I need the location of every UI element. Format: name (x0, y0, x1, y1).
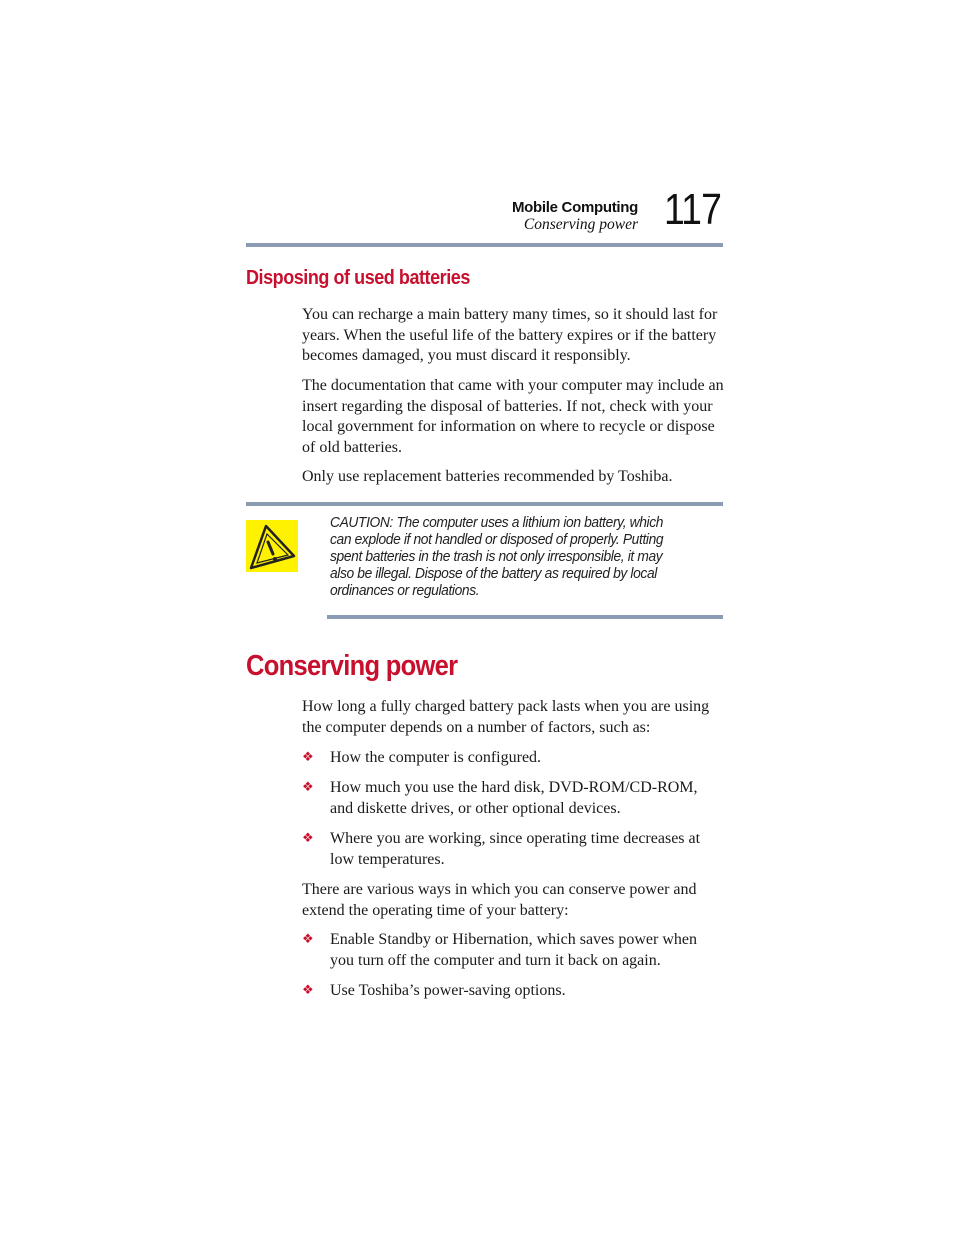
caution-top-rule (246, 502, 723, 506)
list-item (302, 981, 724, 1002)
list-item-text: How much you use the hard disk, DVD-ROM/CD-ROM, and diskette drives, or other optional devices. (330, 779, 698, 817)
diamond-bullet-icon: ❖ (302, 932, 314, 947)
list-item (302, 930, 724, 971)
section-heading-disposing: Disposing of used batteries (246, 267, 470, 289)
header-rule (246, 243, 723, 247)
list-item (302, 748, 724, 769)
list-item (302, 829, 724, 870)
caution-text: CAUTION: The computer uses a lithium ion battery, which can explode if not handled or disposed of properly. Putting spent batteries in the trash is not only irresponsible, it may also be illegal. Dispose of the battery as required by local ordinances or regulations. (330, 514, 664, 599)
page-number: 117 (664, 185, 722, 234)
list-item-text: Use Toshiba’s power-saving options. (330, 982, 566, 999)
running-header-section: Conserving power (523, 216, 638, 233)
list-item (302, 778, 724, 819)
paragraph: How long a fully charged battery pack lasts when you are using the computer depends on a number of factors, such as: (302, 698, 710, 736)
caution-triangle-icon (246, 520, 298, 572)
diamond-bullet-icon: ❖ (302, 780, 314, 795)
diamond-bullet-icon: ❖ (302, 831, 314, 846)
running-header-chapter: Mobile Computing (511, 199, 638, 216)
list-item-text: Where you are working, since operating time decreases at low temperatures. (330, 830, 701, 868)
list-item-text: Enable Standby or Hibernation, which saves power when you turn off the computer and turn it back on again. (330, 931, 698, 969)
diamond-bullet-icon: ❖ (302, 750, 314, 765)
diamond-bullet-icon: ❖ (302, 983, 314, 998)
list-item-text: How the computer is configured. (330, 749, 542, 766)
paragraph: You can recharge a main battery many times, so it should last for years. When the useful life of the battery expires or if the battery becomes damaged, you must discard it responsibly. (302, 306, 718, 364)
caution-bottom-rule (327, 615, 723, 619)
paragraph: There are various ways in which you can conserve power and extend the operating time of your battery: (302, 881, 697, 919)
paragraph: Only use replacement batteries recommended by Toshiba. (302, 468, 673, 485)
section-heading-conserving: Conserving power (246, 650, 458, 682)
paragraph: The documentation that came with your computer may include an insert regarding the disposal of batteries. If not, check with your local government for information on where to recycle or dispose of old batteries. (302, 377, 724, 456)
